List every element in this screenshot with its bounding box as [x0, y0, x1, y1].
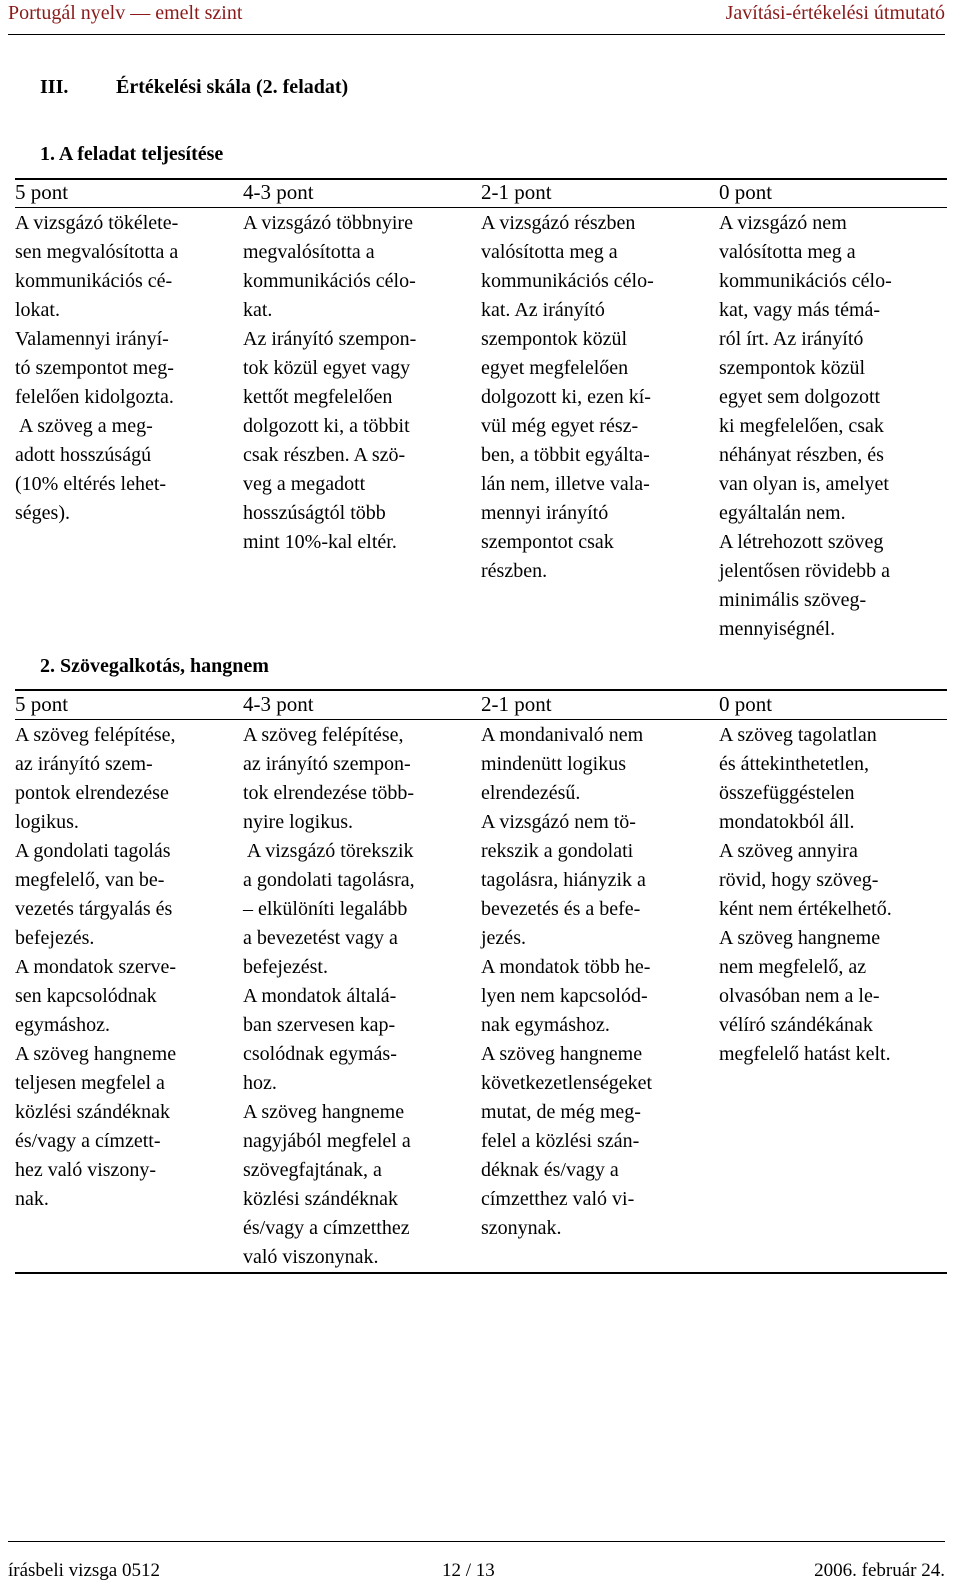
footer-left: írásbeli vizsga 0512	[8, 1560, 160, 1581]
part2-cell-4-3: A szöveg felépítése, az irányító szempon- tok elrendezése több- nyire logikus. A vizsgázó törekszik a gondolati tagolásra, – elkülöníti legalább a bevezetést vagy a befejezést. A mondatok általá- ban szervesen kap- csolódnak egymás- hoz. A szöveg hangneme nagyjából megfelel a szövegfajtának, a közlési szándéknak és/vagy a címzetthez való viszonynak.	[243, 724, 415, 1268]
footer-divider	[8, 1541, 945, 1542]
part1-header-rule	[15, 207, 947, 208]
part1-cell-0: A vizsgázó nem valósította meg a kommunikációs célo- kat, vagy más témá- ról írt. Az irányító szempontok közül egyet sem dolgozott ki megfelelően, csak néhányat részben, és van olyan is, amelyet egyáltalán nem. A létrehozott szöveg jelentősen rövidebb a minimális szöveg- mennyiségnél.	[719, 212, 892, 640]
header-right: Javítási-értékelési útmutató	[725, 2, 945, 24]
footer-page-number: 12 / 13	[442, 1560, 495, 1581]
part2-cell-0: A szöveg tagolatlan és áttekinthetetlen, összefüggéstelen mondatokból áll. A szöveg annyira rövid, hogy szöveg- ként nem értékelhető. A szöveg hangneme nem megfelelő, az olvasóban nem a le- vélíró szándékának megfelelő hatást kelt.	[719, 724, 892, 1065]
part1-cell-4-3: A vizsgázó többnyire megvalósította a kommunikációs célo- kat. Az irányító szempon- tok közül egyet vagy kettőt megfelelően dolgozott ki, a többit csak részben. A szö- veg a megadott hosszúságtól több mint 10%-kal eltér.	[243, 212, 417, 553]
footer-date: 2006. február 24.	[814, 1560, 945, 1581]
part2-col-5: 5 pont	[15, 692, 69, 716]
part1-col-0: 0 pont	[719, 180, 773, 204]
section-heading	[40, 76, 348, 99]
part2-col-2-1: 2-1 pont	[481, 692, 552, 716]
part1-title: 1. A feladat teljesítése	[40, 143, 224, 165]
part1-cell-5: A vizsgázó tökélete- sen megvalósította a kommunikációs cé- lokat. Valamennyi irányí- tó szempontot meg- felelően kidolgozta. A szöveg a meg- adott hosszúságú (10% eltérés lehet- séges).	[15, 212, 179, 524]
section-number: III.	[40, 76, 69, 98]
part1-cell-2-1: A vizsgázó részben valósította meg a kommunikációs célo- kat. Az irányító szempontok közül egyet megfelelően dolgozott ki, ezen kí- vül még egyet rész- ben, a többit egyálta- lán nem, illetve vala- mennyi irányító szempontot csak részben.	[481, 212, 654, 582]
part2-cell-5: A szöveg felépítése, az irányító szem- pontok elrendezése logikus. A gondolati tagolás megfelelő, van be- vezetés tárgyalás és befejezés. A mondatok szerve- sen kapcsolódnak egymáshoz. A szöveg hangneme teljesen megfelel a közlési szándéknak és/vagy a címzett- hez való viszony- nak.	[15, 724, 177, 1210]
part2-bottom-rule	[15, 1272, 947, 1274]
part1-col-2-1: 2-1 pont	[481, 180, 552, 204]
part2-col-0: 0 pont	[719, 692, 773, 716]
part2-col-4-3: 4-3 pont	[243, 692, 314, 716]
section-title: Értékelési skála (2. feladat)	[116, 76, 349, 98]
part1-col-5: 5 pont	[15, 180, 69, 204]
part2-top-rule	[15, 689, 947, 691]
header-divider	[8, 34, 945, 35]
part2-header-rule	[15, 719, 947, 720]
part1-col-4-3: 4-3 pont	[243, 180, 314, 204]
part2-cell-2-1: A mondanivaló nem mindenütt logikus elrendezésű. A vizsgázó nem tö- rekszik a gondolati tagolásra, hiányzik a bevezetés és a befe- jezés. A mondatok több he- lyen nem kapcsolód- nak egymáshoz. A szöveg hangneme következetlenségeket mutat, de még meg- felel a közlési szán- déknak és/vagy a címzetthez való vi- szonynak.	[481, 724, 653, 1239]
part2-title: 2. Szövegalkotás, hangnem	[40, 655, 269, 677]
header-left: Portugál nyelv — emelt szint	[8, 2, 243, 24]
